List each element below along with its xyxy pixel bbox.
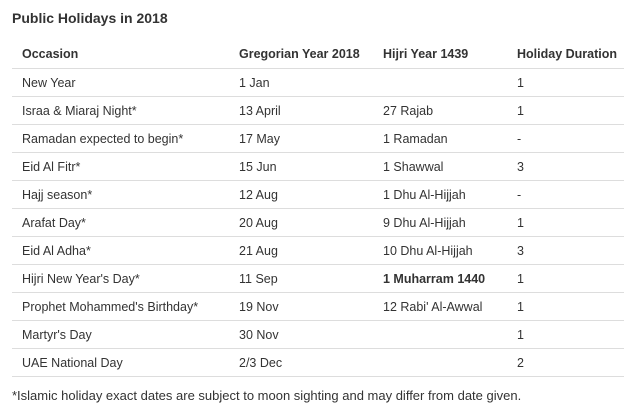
table-row <box>12 265 624 293</box>
occasion-cell: Martyr's Day <box>12 321 229 349</box>
header-occasion: Occasion <box>22 47 79 61</box>
gregorian-cell: 17 May <box>229 125 373 153</box>
occasion-cell: Eid Al Fitr* <box>12 153 229 181</box>
gregorian-cell: 20 Aug <box>229 209 373 237</box>
table-header-row <box>12 40 624 69</box>
hijri-cell: 1 Muharram 1440 <box>373 265 507 293</box>
holidays-table <box>12 40 624 377</box>
table-row <box>12 69 624 97</box>
table-row <box>12 153 624 181</box>
occasion-cell: Arafat Day* <box>12 209 229 237</box>
footnote: *Islamic holiday exact dates are subject to moon sighting and may differ from date given. <box>12 388 522 403</box>
duration-cell: 1 <box>507 265 624 293</box>
occasion-cell: Hijri New Year's Day* <box>12 265 229 293</box>
gregorian-cell: 13 April <box>229 97 373 125</box>
header-gregorian: Gregorian Year 2018 <box>239 47 360 61</box>
table-row <box>12 181 624 209</box>
duration-cell: 1 <box>507 97 624 125</box>
duration-cell: 3 <box>507 153 624 181</box>
occasion-cell: New Year <box>12 69 229 97</box>
duration-cell: 1 <box>507 69 624 97</box>
hijri-cell <box>373 349 507 377</box>
table-row <box>12 293 624 321</box>
duration-cell: 1 <box>507 209 624 237</box>
hijri-cell: 27 Rajab <box>373 97 507 125</box>
hijri-cell <box>373 69 507 97</box>
hijri-cell: 10 Dhu Al-Hijjah <box>373 237 507 265</box>
table-row <box>12 97 624 125</box>
hijri-cell: 1 Dhu Al-Hijjah <box>373 181 507 209</box>
header-hijri: Hijri Year 1439 <box>383 47 469 61</box>
duration-cell: 1 <box>507 321 624 349</box>
table-row <box>12 125 624 153</box>
gregorian-cell: 11 Sep <box>229 265 373 293</box>
gregorian-cell: 2/3 Dec <box>229 349 373 377</box>
gregorian-cell: 21 Aug <box>229 237 373 265</box>
page-title: Public Holidays in 2018 <box>12 10 168 26</box>
occasion-cell: Ramadan expected to begin* <box>12 125 229 153</box>
hijri-cell: 1 Shawwal <box>373 153 507 181</box>
hijri-cell: 9 Dhu Al-Hijjah <box>373 209 507 237</box>
occasion-cell: UAE National Day <box>12 349 229 377</box>
table-row <box>12 321 624 349</box>
duration-cell: 3 <box>507 237 624 265</box>
table-row <box>12 349 624 377</box>
header-duration: Holiday Duration <box>517 47 618 61</box>
occasion-cell: Israa & Miaraj Night* <box>12 97 229 125</box>
occasion-cell: Hajj season* <box>12 181 229 209</box>
duration-cell: - <box>507 125 624 153</box>
hijri-cell <box>373 321 507 349</box>
gregorian-cell: 1 Jan <box>229 69 373 97</box>
gregorian-cell: 15 Jun <box>229 153 373 181</box>
table-row <box>12 209 624 237</box>
hijri-cell: 12 Rabi' Al-Awwal <box>373 293 507 321</box>
duration-cell: - <box>507 181 624 209</box>
gregorian-cell: 30 Nov <box>229 321 373 349</box>
hijri-cell: 1 Ramadan <box>373 125 507 153</box>
table-row <box>12 237 624 265</box>
duration-cell: 2 <box>507 349 624 377</box>
occasion-cell: Prophet Mohammed's Birthday* <box>12 293 229 321</box>
duration-cell: 1 <box>507 293 624 321</box>
gregorian-cell: 12 Aug <box>229 181 373 209</box>
occasion-cell: Eid Al Adha* <box>12 237 229 265</box>
gregorian-cell: 19 Nov <box>229 293 373 321</box>
